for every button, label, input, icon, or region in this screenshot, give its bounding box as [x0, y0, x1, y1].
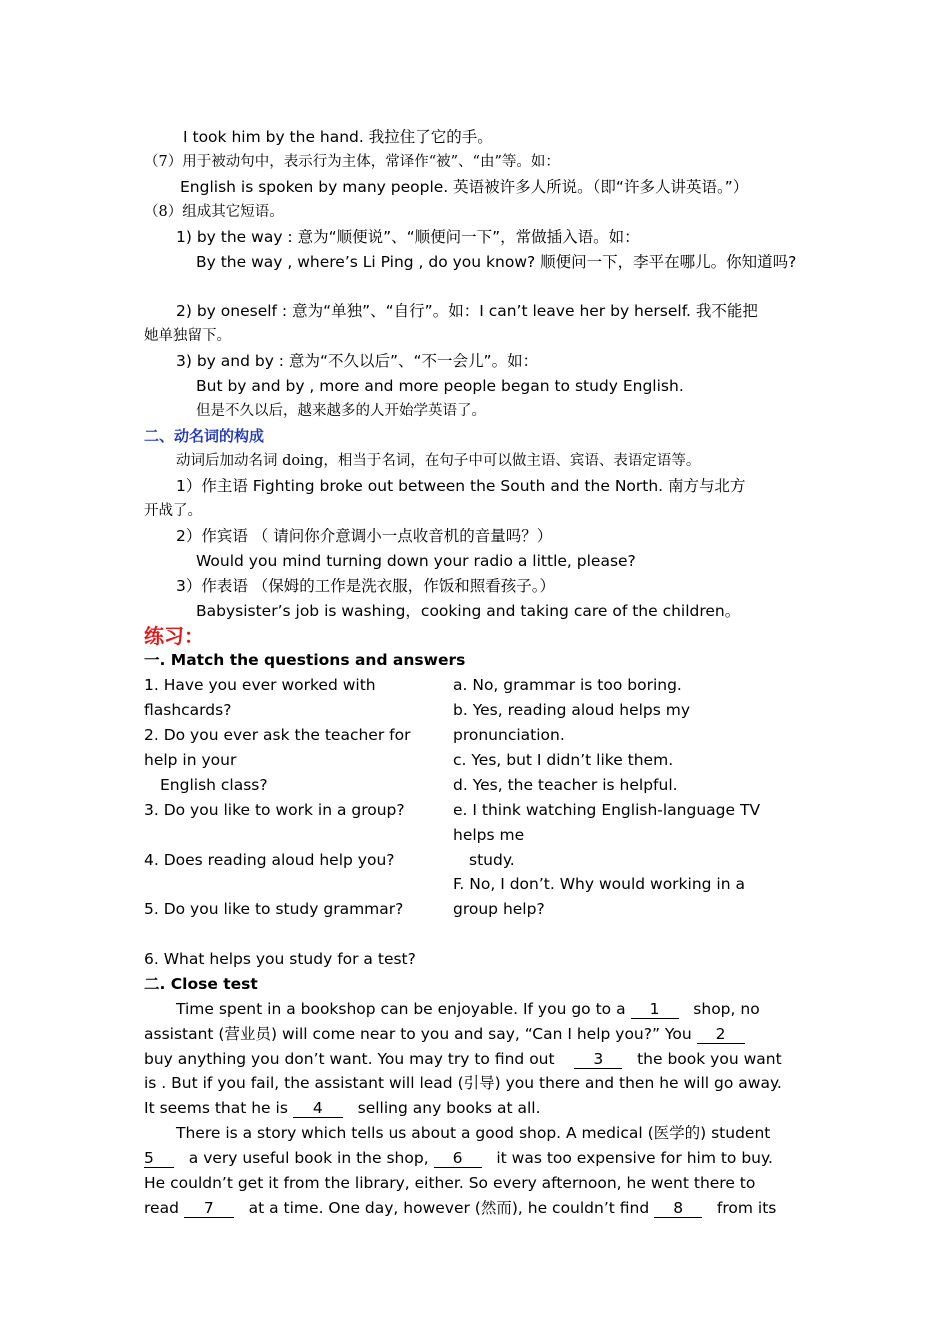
cloze-text: assistant (营业员) will come near to you and say, “Can I help you?” You: [144, 1025, 692, 1043]
blank-2[interactable]: 2: [697, 1025, 745, 1044]
phrase-by-and-by: 3) by and by : 意为“不久以后”、“不一会儿”。如：: [176, 352, 539, 370]
question-2-cont: help in your: [144, 751, 237, 769]
cloze-line-2: [144, 1024, 745, 1044]
gerund-subject-cont: 开战了。: [144, 503, 202, 519]
blank-4[interactable]: 4: [293, 1099, 343, 1118]
cloze-line-9: [144, 1198, 776, 1218]
question-3: 3. Do you like to work in a group?: [144, 801, 405, 819]
answer-b-cont: pronunciation.: [453, 726, 565, 744]
answer-e: e. I think watching English-language TV: [453, 801, 761, 819]
rule-7: （7）用于被动句中，表示行为主体，常译作“被”、“由”等。如：: [144, 154, 560, 170]
cloze-text: shop, no: [693, 1000, 760, 1018]
example-took-hand: I took him by the hand. 我拉住了它的手。: [183, 128, 493, 146]
answer-e-cont: helps me: [453, 826, 525, 844]
answer-f: F. No, I don’t. Why would working in a: [453, 875, 745, 893]
cloze-text: Time spent in a bookshop can be enjoyable. If you go to a: [176, 1000, 626, 1018]
section-heading-gerund: 二、动名词的构成: [144, 427, 265, 445]
blank-3[interactable]: 3: [574, 1050, 622, 1069]
answer-e-cont2: study.: [469, 851, 515, 869]
cloze-text: at a time. One day, however (然而), he couldn’t find: [248, 1199, 650, 1217]
cloze-text: it was too expensive for him to buy.: [496, 1149, 773, 1167]
example-english-spoken: English is spoken by many people. 英语被许多人所说。（即“许多人讲英语。”）: [180, 178, 749, 196]
cloze-line-4: is . But if you fail, the assistant will lead (引导) you there and then he will go away.: [144, 1074, 782, 1092]
question-1: 1. Have you ever worked with: [144, 676, 376, 694]
answer-f-cont: group help?: [453, 900, 545, 918]
cloze-text: selling any books at all.: [357, 1099, 541, 1117]
cloze-line-6: There is a story which tells us about a good shop. A medical (医学的) student: [176, 1124, 771, 1142]
cloze-text: buy anything you don’t want. You may try to find out: [144, 1050, 555, 1068]
phrase-by-oneself: 2) by oneself : 意为“单独”、“自行”。如：I can’t leave her by herself. 我不能把: [176, 302, 758, 320]
phrase-by-oneself-cont: 她单独留下。: [144, 328, 231, 344]
gerund-intro: 动词后加动名词 doing，相当于名词，在句子中可以做主语、宾语、表语定语等。: [176, 453, 701, 469]
cloze-text: from its: [716, 1199, 777, 1217]
blank-7[interactable]: 7: [184, 1199, 234, 1218]
gerund-object-example: Would you mind turning down your radio a little, please?: [196, 552, 636, 570]
question-5: 5. Do you like to study grammar?: [144, 900, 404, 918]
answer-d: d. Yes, the teacher is helpful.: [453, 776, 678, 794]
blank-6[interactable]: 6: [434, 1149, 482, 1168]
blank-8[interactable]: 8: [654, 1199, 702, 1218]
example-by-and-by: But by and by , more and more people began to study English.: [196, 377, 684, 395]
cloze-line-5: [144, 1098, 541, 1118]
blank-5[interactable]: 5: [144, 1149, 174, 1168]
blank-1[interactable]: 1: [631, 1000, 679, 1019]
question-2-cont2: English class?: [160, 776, 268, 794]
section-match: 一. Match the questions and answers: [144, 651, 466, 669]
question-2: 2. Do you ever ask the teacher for: [144, 726, 411, 744]
gerund-subject: 1）作主语 Fighting broke out between the South and the North. 南方与北方: [176, 477, 746, 495]
answer-b: b. Yes, reading aloud helps my: [453, 701, 691, 719]
cloze-line-8: He couldn’t get it from the library, either. So every afternoon, he went there to: [144, 1174, 756, 1192]
cloze-text: read: [144, 1199, 179, 1217]
gerund-predicative: 3）作表语 （保姆的工作是洗衣服，作饭和照看孩子。）: [176, 577, 556, 595]
example-by-the-way: By the way , where’s Li Ping , do you know? 顺便问一下，李平在哪儿。你知道吗?: [196, 253, 797, 271]
question-4: 4. Does reading aloud help you?: [144, 851, 395, 869]
answer-c: c. Yes, but I didn’t like them.: [453, 751, 674, 769]
cloze-text: a very useful book in the shop,: [188, 1149, 429, 1167]
rule-8: （8）组成其它短语。: [144, 204, 284, 220]
gerund-predicative-example: Babysister’s job is washing，cooking and taking care of the children。: [196, 602, 741, 620]
cloze-text: It seems that he is: [144, 1099, 288, 1117]
answer-a: a. No, grammar is too boring.: [453, 676, 682, 694]
question-1-cont: flashcards?: [144, 701, 232, 719]
exercise-heading: 练习：: [144, 624, 204, 648]
gerund-object: 2）作宾语 （ 请问你介意调小一点收音机的音量吗？）: [176, 527, 553, 545]
section-close-test: 二. Close test: [144, 975, 258, 993]
cloze-text: the book you want: [637, 1050, 782, 1068]
cloze-line-3: [144, 1049, 782, 1069]
cloze-line-7: [144, 1148, 773, 1168]
example-by-and-by-zh: 但是不久以后，越来越多的人开始学英语了。: [196, 403, 486, 419]
question-6: 6. What helps you study for a test?: [144, 950, 416, 968]
cloze-line-1: [176, 999, 760, 1019]
phrase-by-the-way: 1) by the way : 意为“顺便说”、“顺便问一下”，常做插入语。如：: [176, 228, 640, 246]
